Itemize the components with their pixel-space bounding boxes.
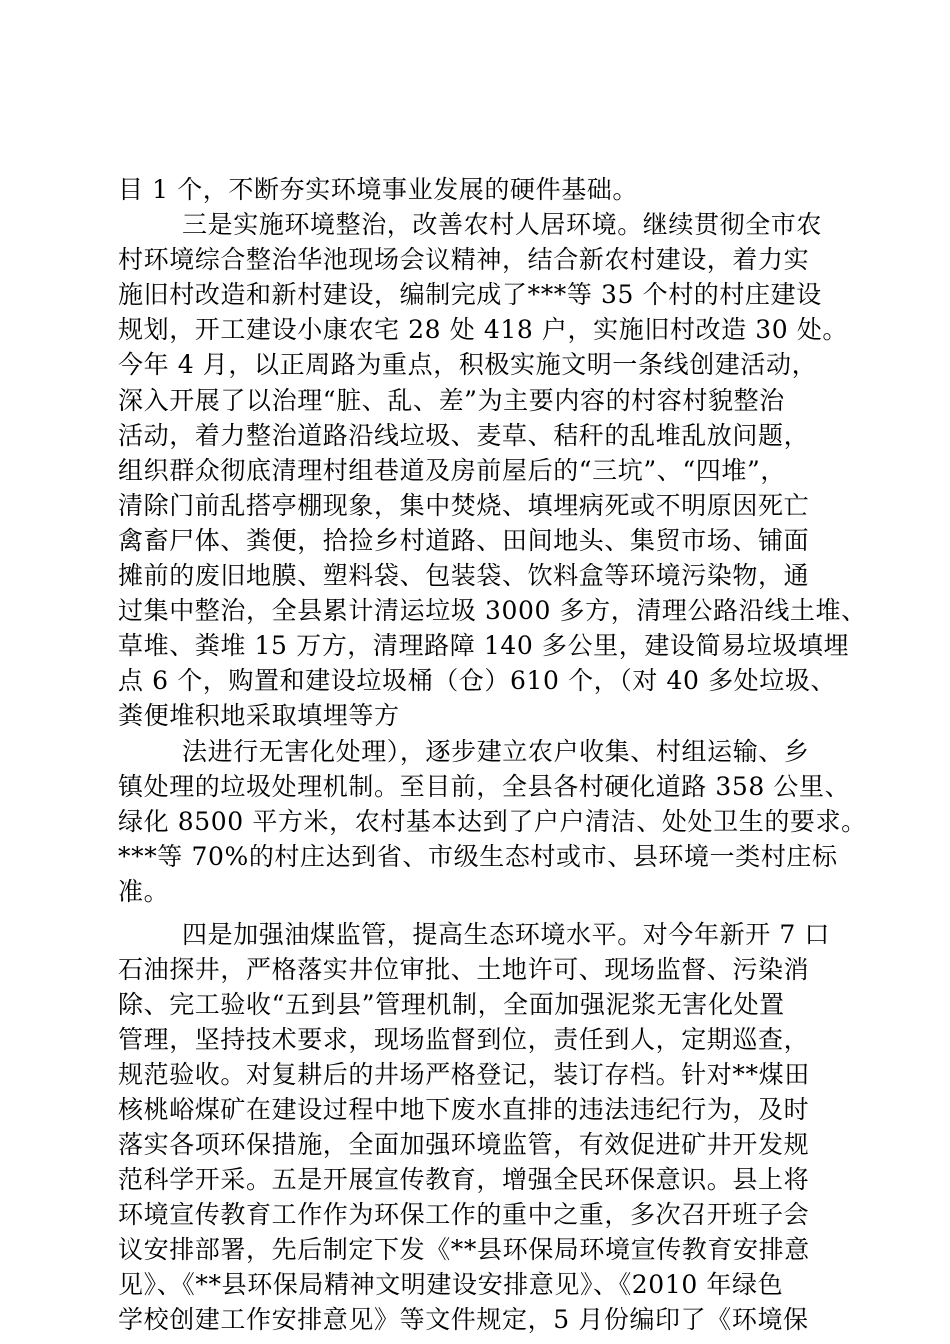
text-line: 活动，着力整治道路沿线垃圾、麦草、秸秆的乱堆乱放问题，	[118, 421, 810, 450]
text-line: 村环境综合整治华池现场会议精神，结合新农村建设，着力实	[118, 245, 810, 274]
text-line: 绿化 8500 平方米，农村基本达到了户户清洁、处处卫生的要求。	[118, 807, 867, 836]
text-line: 禽畜尸体、粪便，拾捡乡村道路、田间地头、集贸市场、铺面	[118, 526, 810, 555]
text-line: 见》、《**县环保局精神文明建设安排意见》、《2010 年绿色	[118, 1270, 784, 1299]
text-line: 法进行无害化处理），逐步建立农户收集、村组运输、乡	[182, 737, 810, 766]
text-line: 管理，坚持技术要求，现场监督到位，责任到人，定期巡查，	[118, 1025, 810, 1054]
text-line: 除、完工验收“五到县”管理机制，全面加强泥浆无害化处置	[118, 990, 785, 1019]
text-line: 石油探井，严格落实井位审批、土地许可、现场监督、污染消	[118, 955, 810, 984]
text-line: 镇处理的垃圾处理机制。至目前，全县各村硬化道路 358 公里、	[118, 772, 851, 801]
text-line: 规划，开工建设小康农宅 28 处 418 户，实施旧村改造 30 处。	[118, 315, 849, 344]
text-line: 施旧村改造和新村建设，编制完成了***等 35 个村的村庄建设	[118, 280, 822, 309]
text-line: 过集中整治，全县累计清运垃圾 3000 多方，清理公路沿线土堆、	[118, 596, 867, 625]
text-line: 环境宣传教育工作作为环保工作的重中之重，多次召开班子会	[118, 1200, 810, 1229]
text-line: 深入开展了以治理“脏、乱、差”为主要内容的村容村貌整治	[118, 386, 785, 415]
text-line: ***等 70%的村庄达到省、市级生态村或市、县环境一类村庄标	[118, 842, 838, 871]
text-line: 规范验收。对复耕后的井场严格登记，装订存档。针对**煤田	[118, 1060, 810, 1089]
text-line: 准。	[118, 877, 170, 906]
text-line: 四是加强油煤监管，提高生态环境水平。对今年新开 7 口	[182, 920, 831, 949]
text-line: 目 1 个，不断夯实环境事业发展的硬件基础。	[118, 175, 639, 204]
text-line: 清除门前乱搭亭棚现象，集中焚烧、填埋病死或不明原因死亡	[118, 491, 810, 520]
text-line: 点 6 个，购置和建设垃圾桶（仓）610 个，（对 40 多处垃圾、	[118, 666, 837, 695]
text-line: 草堆、粪堆 15 万方，清理路障 140 多公里，建设简易垃圾填埋	[118, 631, 850, 660]
text-line: 三是实施环境整治，改善农村人居环境。继续贯彻全市农	[182, 210, 823, 239]
text-line: 议安排部署，先后制定下发《**县环保局环境宣传教育安排意	[118, 1235, 810, 1264]
text-line: 学校创建工作安排意见》等文件规定，5 月份编印了《环境保	[118, 1305, 809, 1334]
text-line: 粪便堆积地采取填埋等方	[118, 701, 400, 730]
text-line: 核桃峪煤矿在建设过程中地下废水直排的违法违纪行为，及时	[118, 1095, 810, 1124]
text-line: 今年 4 月，以正周路为重点，积极实施文明一条线创建活动，	[118, 350, 818, 379]
text-line: 范科学开采。五是开展宣传教育，增强全民环保意识。县上将	[118, 1165, 810, 1194]
text-line: 落实各项环保措施，全面加强环境监管，有效促进矿井开发规	[118, 1130, 810, 1159]
text-line: 摊前的废旧地膜、塑料袋、包装袋、饮料盒等环境污染物，通	[118, 561, 810, 590]
text-line: 组织群众彻底清理村组巷道及房前屋后的“三坑”、“四堆”，	[118, 456, 786, 485]
